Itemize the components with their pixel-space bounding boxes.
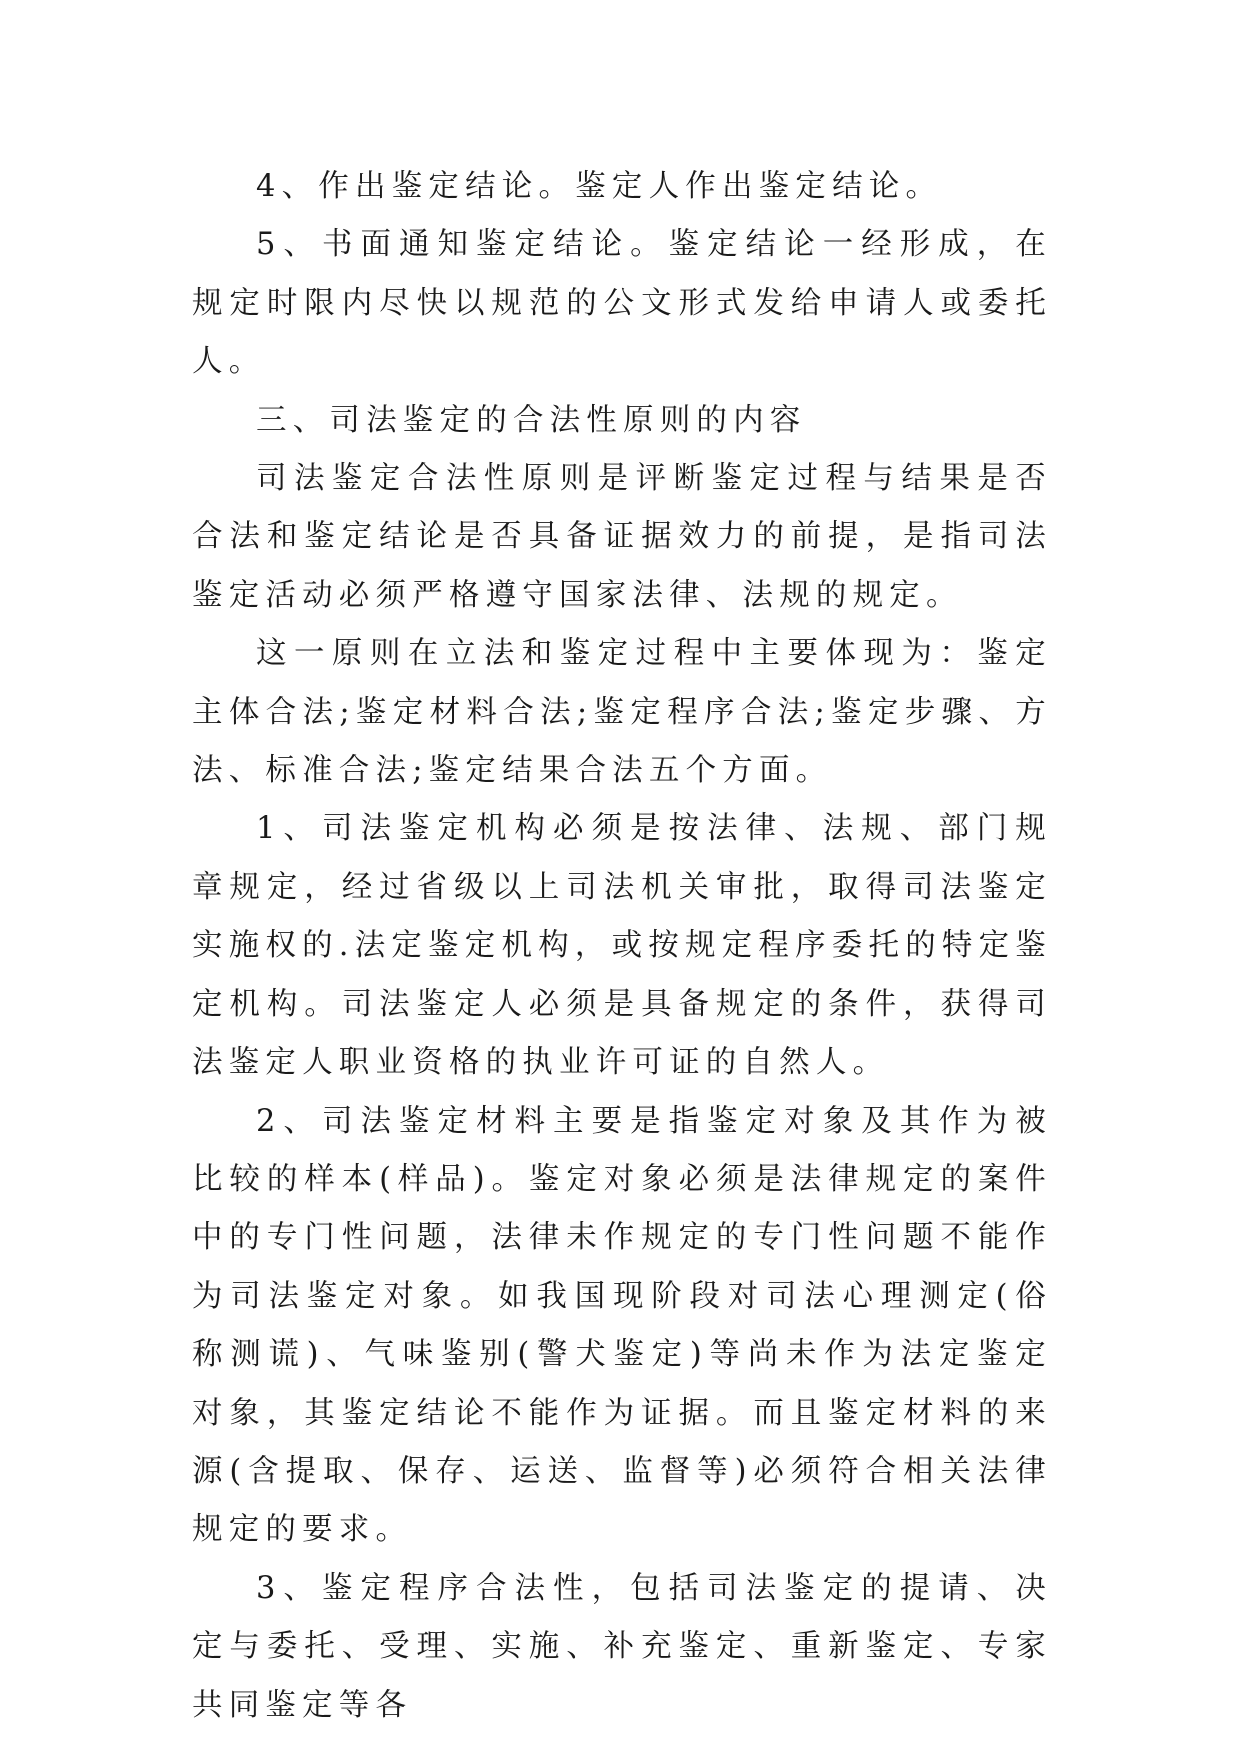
paragraph-step-4: 4、作出鉴定结论。鉴定人作出鉴定结论。 [256, 169, 943, 204]
section-heading: 三、司法鉴定的合法性原则的内容 [256, 402, 807, 438]
paragraph-principle-aspects: 这一原则在立法和鉴定过程中主要体现为：鉴定主体合法;鉴定材料合法;鉴定程序合法;鉴定步骤、方法、标准合法;鉴定结果合法五个方面。 [192, 636, 1052, 789]
paragraph-item-3: 3、鉴定程序合法性，包括司法鉴定的提请、决定与委托、受理、实施、补充鉴定、重新鉴定、专家共同鉴定等各 [192, 1570, 1052, 1723]
paragraph-item-1: 1、司法鉴定机构必须是按法律、法规、部门规章规定，经过省级以上司法机关审批，取得司法鉴定实施权的.法定鉴定机构，或按规定程序委托的特定鉴定机构。司法鉴定人必须是具备规定的条件，获得司法鉴定人职业资格的执业许可证的自然人。 [192, 811, 1052, 1081]
paragraph-principle-definition: 司法鉴定合法性原则是评断鉴定过程与结果是否合法和鉴定结论是否具备证据效力的前提，是指司法鉴定活动必须严格遵守国家法律、法规的规定。 [192, 461, 1052, 613]
document-body [192, 158, 1052, 1735]
paragraph-step-5: 5、书面通知鉴定结论。鉴定结论一经形成，在规定时限内尽快以规范的公文形式发给申请人或委托人。 [192, 227, 1052, 380]
paragraph-item-2: 2、司法鉴定材料主要是指鉴定对象及其作为被比较的样本(样品)。鉴定对象必须是法律规定的案件中的专门性问题，法律未作规定的专门性问题不能作为司法鉴定对象。如我国现阶段对司法心理测定(俗称测谎)、气味鉴别(警犬鉴定)等尚未作为法定鉴定对象，其鉴定结论不能作为证据。而且鉴定材料的来源(含提取、保存、运送、监督等)必须符合相关法律规定的要求。 [192, 1103, 1052, 1548]
